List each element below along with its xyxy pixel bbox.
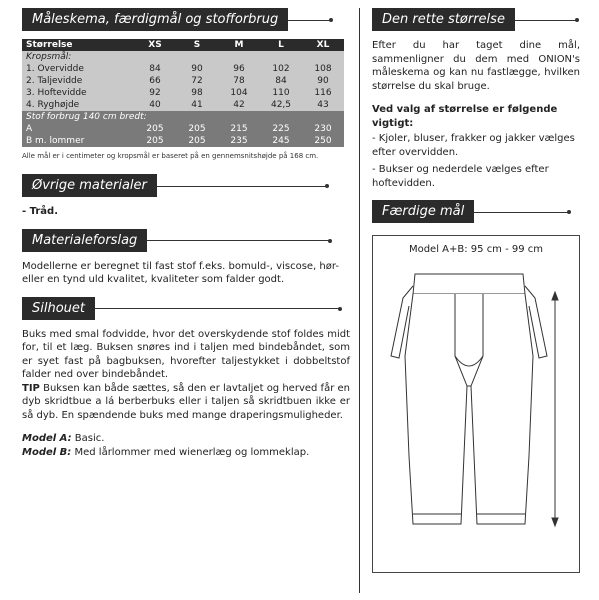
row-value: 72 [176,75,218,87]
size-header-cell: XL [302,39,344,51]
size-header-cell: Størrelse [22,39,134,51]
tip-text: Buksen kan både sættes, så den er lavtaljet og herved får en dyb skridtbue a lá berberbuks eller i taljen så skridtbuen ikke er så dyb. En spændende buks med mange draperingsmuligheder. [22,382,350,421]
tip-paragraph [22,382,350,423]
row-value: 84 [260,75,302,87]
row-value: 250 [302,135,344,147]
tip-label: TIP [22,382,40,394]
row-value: 116 [302,87,344,99]
model-a-line: Model A: Basic. [22,433,105,444]
table-row [22,63,344,75]
table-note: Alle mål er i centimeter og kropsmål er baseret på en gennemsnitshøjde på 168 cm. [22,152,319,160]
section-title: Silhouet [32,300,86,316]
row-label: B m. lommer [22,135,134,147]
row-value: 96 [218,63,260,75]
row-value: 42 [218,99,260,111]
header-rule [288,20,331,21]
size-header-cell: M [218,39,260,51]
size-header-cell: XS [134,39,176,51]
row-label: 4. Ryghøjde [22,99,134,111]
bullet-2: - Bukser og nederdele vælges efter hoftevidden. [372,164,549,189]
section-title: Den rette størrelse [382,12,505,27]
row-value: 205 [176,123,218,135]
row-value: 43 [302,99,344,111]
silhouette-text: Buks med smal fodvidde, hvor det overskydende stof foldes midt for, til et læg. Buksen snøres ind i taljen med bindebåndet, som er syet fast på bagbuksen, hvorefter taljestykket i dobbeltstof falder ned over bindebåndet. [22,328,350,380]
header-rule [95,308,340,309]
row-value: 110 [260,87,302,99]
row-label: 1. Overvidde [22,63,134,75]
section-title: Færdige mål [382,204,465,219]
header-rule [147,240,330,241]
pants-figure [372,235,580,573]
bullet-1: - Kjoler, bluser, frakker og jakker vælges efter overvidden. [372,133,575,158]
row-value: 108 [302,63,344,75]
section-header-materials [22,174,157,197]
table-row [22,87,344,99]
column-divider [359,8,360,593]
size-header-cell: S [176,39,218,51]
row-value: 215 [218,123,260,135]
section-title: Øvrige materialer [32,178,147,193]
row-value: 84 [134,63,176,75]
materials-text: - Tråd. [22,206,58,217]
section-header-suggestion [22,229,147,252]
row-value: 205 [134,135,176,147]
size-table [22,39,344,147]
row-value: 42,5 [260,99,302,111]
section-header-silhouette [22,297,95,320]
size-bold-text: Ved valg af størrelse er følgende vigtigt: [372,104,558,129]
size-header-cell: L [260,39,302,51]
row-value: 78 [218,75,260,87]
row-value: 104 [218,87,260,99]
row-label: A [22,123,134,135]
section-header-size [372,8,515,31]
suggestion-text: Modellerne er beregnet til fast stof f.eks. bomuld-, viscose, hør- eller en tynd uld kvalitet, kvaliteter som falder godt. [22,260,339,285]
header-rule [157,186,327,187]
table-row [22,123,344,135]
row-value: 92 [134,87,176,99]
right-column [372,8,580,573]
row-label: 3. Hoftevidde [22,87,134,99]
row-value: 205 [176,135,218,147]
row-value: 98 [176,87,218,99]
row-value: 235 [218,135,260,147]
group-label-body: Kropsmål: [22,51,344,63]
pants-drawing [373,236,579,572]
table-row [22,135,344,147]
row-value: 90 [302,75,344,87]
row-value: 225 [260,123,302,135]
section-title: Materialeforslag [32,232,138,248]
section-header-finished [372,200,474,223]
row-value: 102 [260,63,302,75]
header-rule [515,20,577,21]
model-b-line: Model B: Med lårlommer med wienerlæg og lommeklap. [22,447,310,458]
row-value: 66 [134,75,176,87]
section-title: Måleskema, færdigmål og stofforbrug [32,12,279,27]
row-value: 245 [260,135,302,147]
figure-label: Model A+B: 95 cm - 99 cm [408,244,544,255]
table-row [22,75,344,87]
left-column [22,8,350,460]
row-value: 205 [134,123,176,135]
section-header-measurements [22,8,288,31]
row-label: 2. Taljevidde [22,75,134,87]
row-value: 90 [176,63,218,75]
size-table-header [22,39,344,51]
row-value: 41 [176,99,218,111]
group-label-fabric: Stof forbrug 140 cm bredt: [22,111,344,123]
row-value: 230 [302,123,344,135]
table-row [22,99,344,111]
header-rule [474,212,569,213]
size-text: Efter du har taget dine mål, sammenligner du dem med ONION's måleskema og kan nu fastlægge, hvilken størrelse du skal bruge. [372,40,580,92]
row-value: 40 [134,99,176,111]
